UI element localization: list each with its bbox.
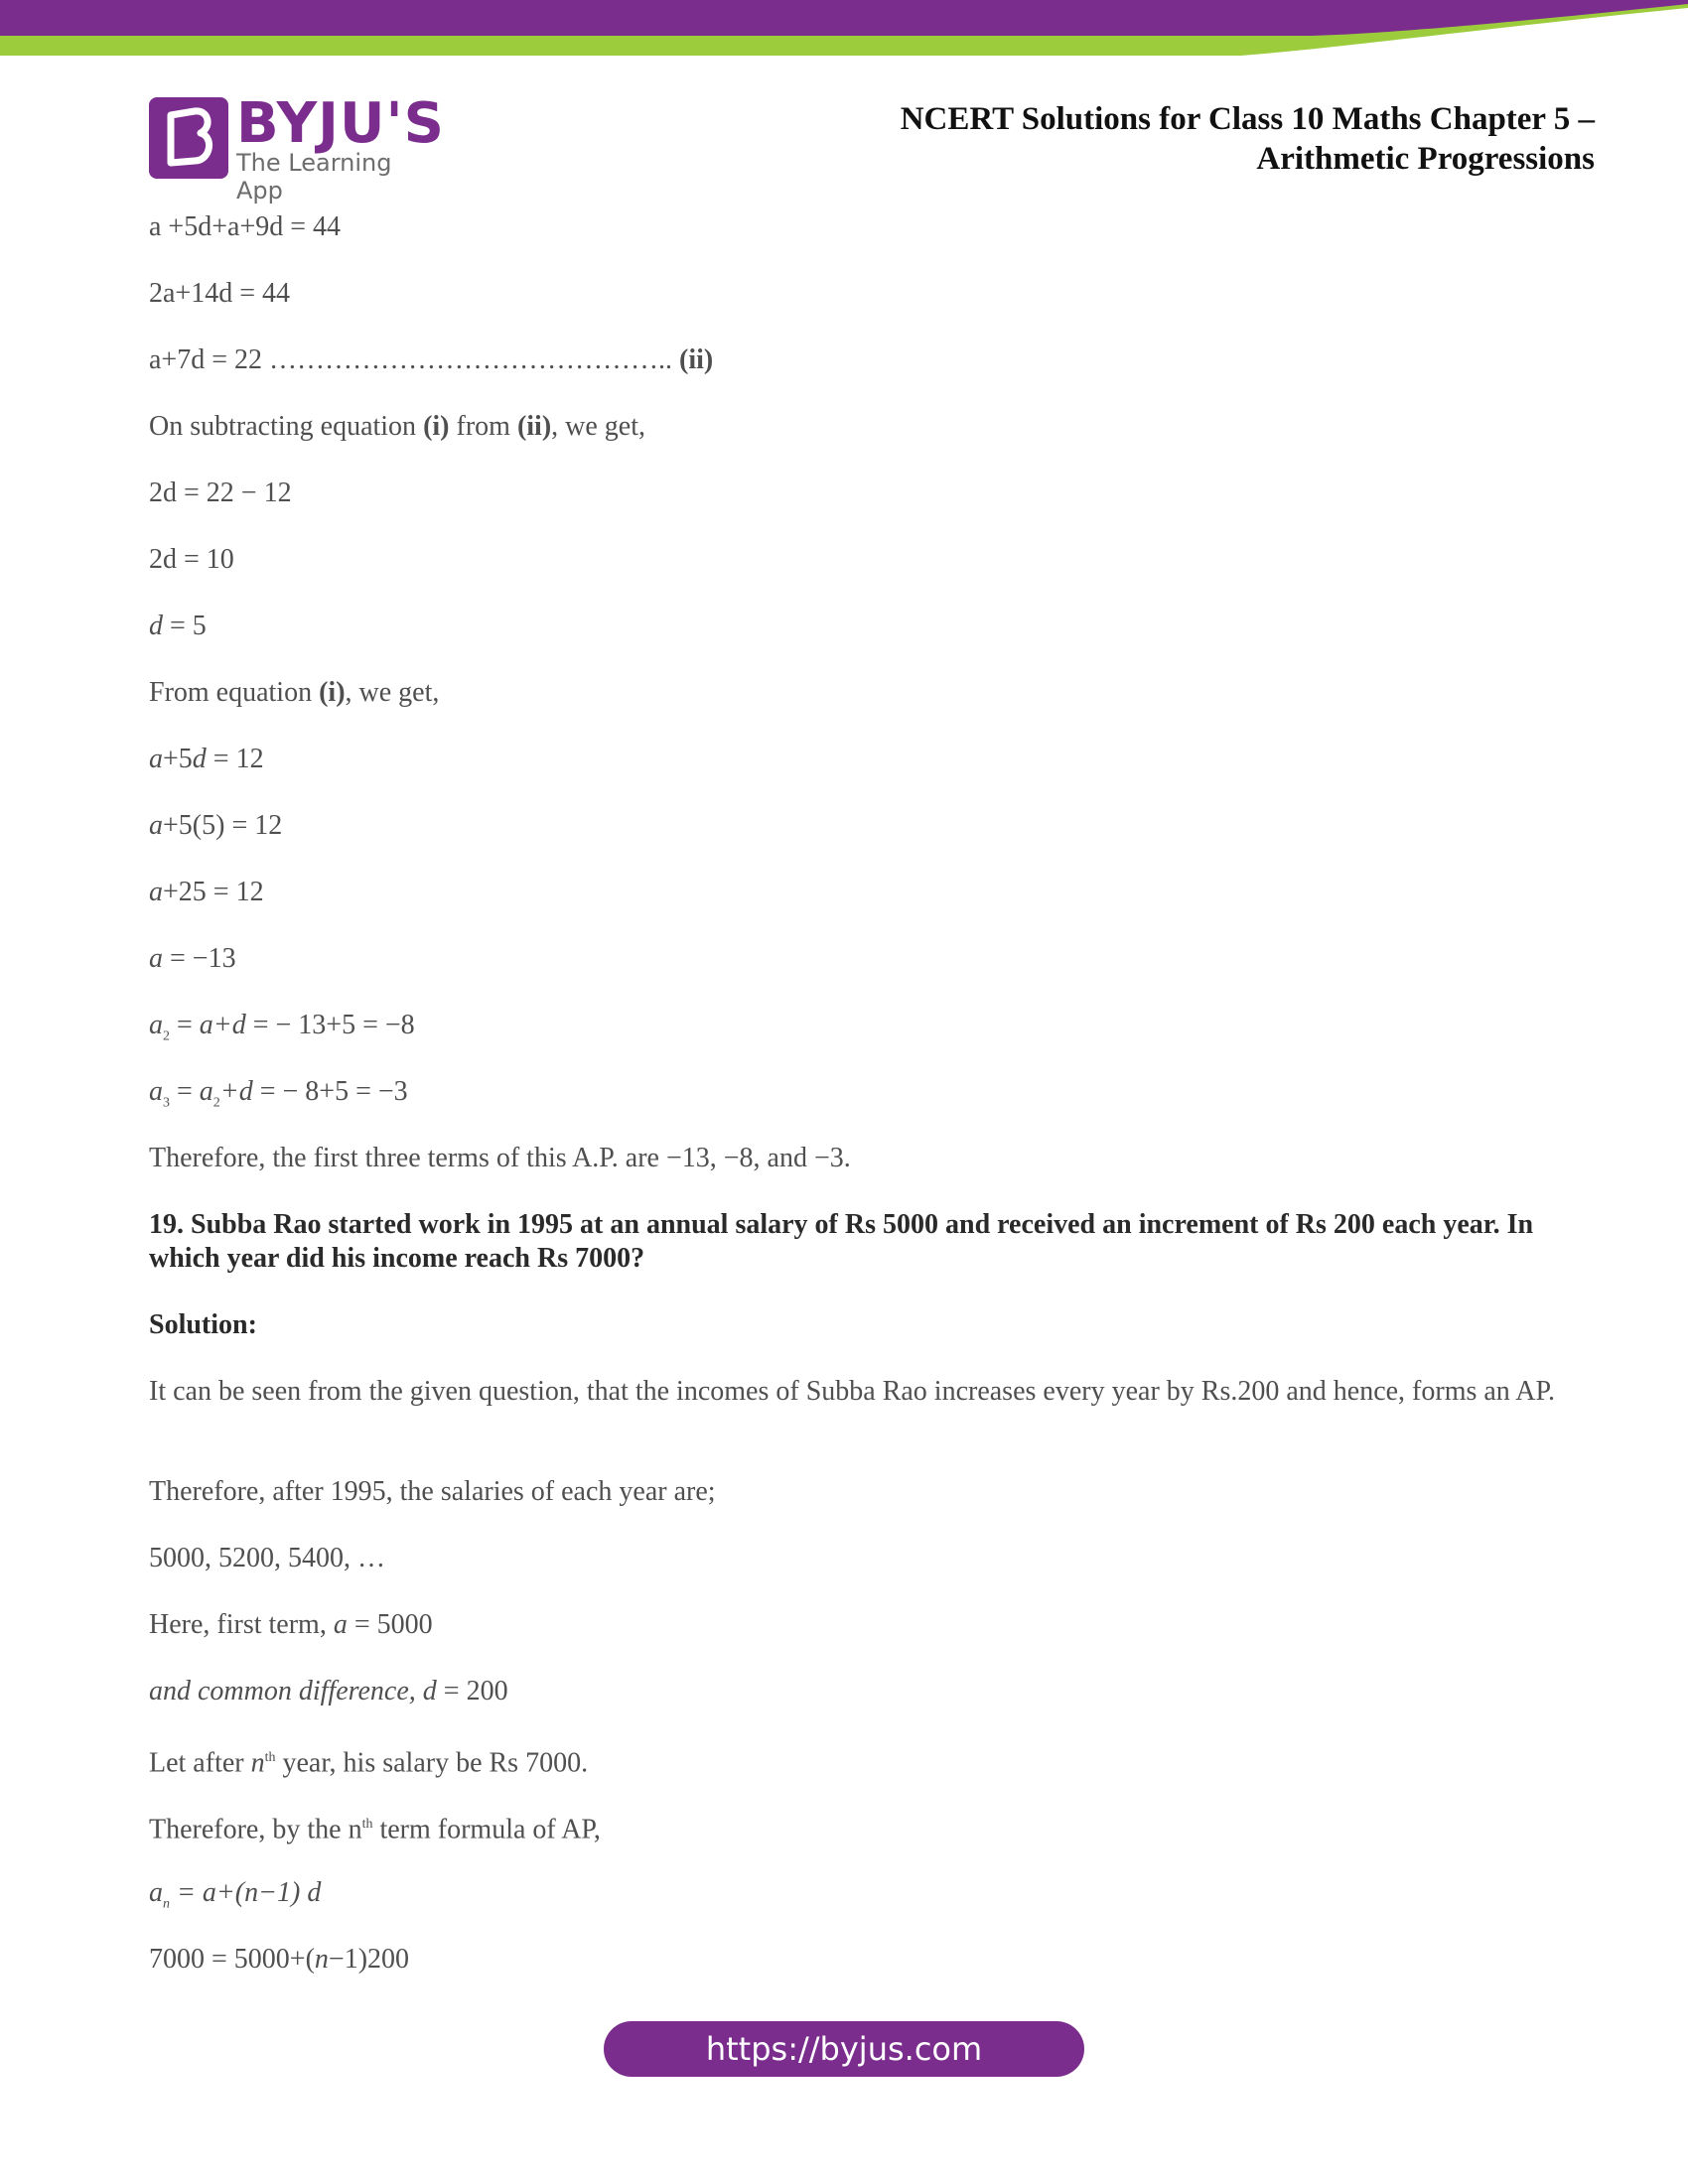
- text-line: 5000, 5200, 5400, …: [149, 1543, 385, 1573]
- question-19: 19. Subba Rao started work in 1995 at an annual salary of Rs 5000 and received an increment of Rs 200 each year. In which year did his income reach Rs 7000?: [149, 1209, 1534, 1274]
- text-line: Let after $n^{th}$ year, his salary be Rs 7000.: [149, 1747, 589, 1779]
- equation-line: a = −13: [149, 943, 236, 974]
- text-line: Therefore, the first three terms of this A.P. are −13, −8, and −3.: [149, 1143, 851, 1173]
- text-line: It can be seen from the given question, that the incomes of Subba Rao increases every year by Rs.200 and hence, forms an AP.: [149, 1376, 1555, 1407]
- text-line: Therefore, by the $n^{th}$ term formula of AP,: [149, 1814, 601, 1845]
- equation-line: 2d = 10: [149, 544, 234, 575]
- equation-line: a +5d+a+9d = 44: [149, 211, 342, 242]
- equation-line: $a_n = a+(n-1)$ d: [149, 1877, 322, 1912]
- page-title-line-1: NCERT Solutions for Class 10 Maths Chapter 5 –: [900, 101, 1595, 137]
- equation-line: a+5d = 12: [149, 744, 264, 774]
- header-color-band: [0, 0, 1688, 60]
- text-line: From equation (i), we get,: [149, 677, 440, 708]
- equation-line: 2d = 22 − 12: [149, 478, 292, 508]
- text-line: Here, first term, a = 5000: [149, 1609, 433, 1640]
- equation-line: 7000 = 5000+(n−1)200: [149, 1944, 410, 1975]
- byjus-logo: [149, 91, 445, 205]
- footer-url-link[interactable]: https://byjus.com: [604, 2021, 1084, 2077]
- page-title: [701, 99, 1595, 179]
- text-line: and common difference, d = 200: [149, 1676, 508, 1706]
- equation-line: 2a+14d = 44: [149, 278, 291, 309]
- text-line: On subtracting equation (i) from (ii), we get,: [149, 411, 646, 442]
- solution-heading: Solution:: [149, 1309, 257, 1340]
- equation-line: a+7d = 22 …………………………………….. (ii): [149, 344, 714, 375]
- logo-tagline: The Learning App: [236, 149, 392, 205]
- equation-line: a+25 = 12: [149, 877, 264, 907]
- equation-line: d = 5: [149, 611, 207, 641]
- logo-text: BYJU'S: [236, 91, 445, 156]
- equation-line: a+5(5) = 12: [149, 810, 283, 841]
- page-title-line-2: Arithmetic Progressions: [1256, 141, 1595, 177]
- text-line: Therefore, after 1995, the salaries of each year are;: [149, 1476, 716, 1507]
- equation-line: $a_3 = a_2+d$ = − 8+5 = −3: [149, 1076, 408, 1111]
- equation-line: $a_2 = a+d$ = − 13+5 = −8: [149, 1010, 415, 1044]
- byjus-logo-mark-icon: [149, 97, 228, 179]
